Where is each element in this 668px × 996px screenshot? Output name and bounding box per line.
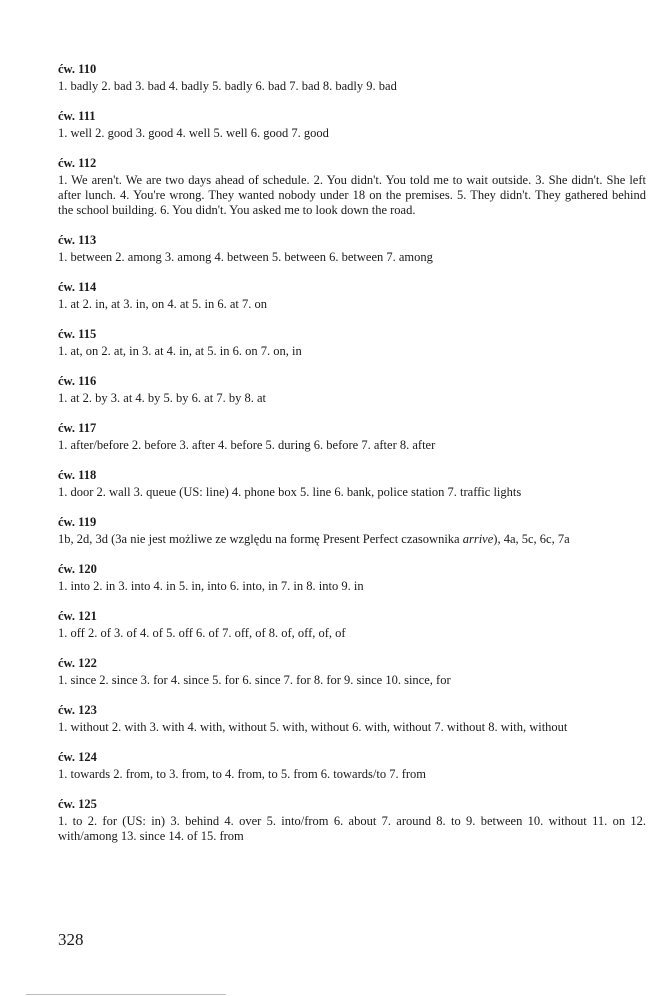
exercise-answers: 1. off 2. of 3. of 4. of 5. off 6. of 7. off, of 8. of, off, of, of <box>58 626 346 640</box>
exercise-120 <box>58 562 646 594</box>
exercise-title: ćw. 114 <box>58 280 97 294</box>
exercise-111 <box>58 109 646 141</box>
answers-italic-word: arrive <box>462 532 494 546</box>
answer-key-page <box>58 62 646 844</box>
exercise-answers: 1. at, on 2. at, in 3. at 4. in, at 5. in 6. on 7. on, in <box>58 344 302 358</box>
answers-text-end: ), 4a, 5c, 6c, 7a <box>493 532 570 546</box>
exercise-title: ćw. 119 <box>58 515 97 529</box>
exercise-title: ćw. 118 <box>58 468 97 482</box>
exercise-title: ćw. 120 <box>58 562 97 576</box>
exercise-123 <box>58 703 646 735</box>
page-number: 328 <box>58 930 84 949</box>
exercise-title: ćw. 123 <box>58 703 97 717</box>
exercise-answers: 1. badly 2. bad 3. bad 4. badly 5. badly 6. bad 7. bad 8. badly 9. bad <box>58 79 397 93</box>
exercise-title: ćw. 124 <box>58 750 97 764</box>
exercise-title: ćw. 116 <box>58 374 97 388</box>
exercise-answers: 1. well 2. good 3. good 4. well 5. well 6. good 7. good <box>58 126 329 140</box>
exercise-answers: 1. We aren't. We are two days ahead of schedule. 2. You didn't. You told me to wait outside. 3. She didn't. She left after lunch. 4. You're wrong. They wanted nobody under 18 on the premises. 5. They didn't. They gathered behind the school building. 6. You didn't. You asked me to look down the road. <box>58 173 646 217</box>
exercise-title: ćw. 115 <box>58 327 97 341</box>
exercise-119 <box>58 515 646 547</box>
exercise-answers: 1. after/before 2. before 3. after 4. before 5. during 6. before 7. after 8. after <box>58 438 436 452</box>
exercise-answers: 1. to 2. for (US: in) 3. behind 4. over 5. into/from 6. about 7. around 8. to 9. between 10. without 11. on 12. with/among 13. since 14. of 15. from <box>58 814 646 843</box>
exercise-121 <box>58 609 646 641</box>
exercise-125 <box>58 797 646 844</box>
exercise-110 <box>58 62 646 94</box>
exercise-117 <box>58 421 646 453</box>
exercise-118 <box>58 468 646 500</box>
bottom-divider <box>26 994 226 995</box>
exercise-title: ćw. 113 <box>58 233 97 247</box>
exercise-answers: 1. towards 2. from, to 3. from, to 4. from, to 5. from 6. towards/to 7. from <box>58 767 427 781</box>
exercise-title: ćw. 110 <box>58 62 97 76</box>
exercise-122 <box>58 656 646 688</box>
exercise-114 <box>58 280 646 312</box>
exercise-answers <box>58 532 646 547</box>
exercise-answers: 1. without 2. with 3. with 4. with, without 5. with, without 6. with, without 7. without 8. with, without <box>58 720 568 734</box>
exercise-title: ćw. 117 <box>58 421 97 435</box>
exercise-title: ćw. 125 <box>58 797 97 811</box>
exercise-116 <box>58 374 646 406</box>
exercise-113 <box>58 233 646 265</box>
exercise-title: ćw. 121 <box>58 609 97 623</box>
exercise-124 <box>58 750 646 782</box>
exercise-answers: 1. at 2. by 3. at 4. by 5. by 6. at 7. by 8. at <box>58 391 266 405</box>
exercise-title: ćw. 112 <box>58 156 97 170</box>
exercise-answers: 1. door 2. wall 3. queue (US: line) 4. phone box 5. line 6. bank, police station 7. traffic lights <box>58 485 522 499</box>
exercise-112 <box>58 156 646 218</box>
exercise-answers: 1. into 2. in 3. into 4. in 5. in, into 6. into, in 7. in 8. into 9. in <box>58 579 364 593</box>
exercise-title: ćw. 111 <box>58 109 96 123</box>
exercise-answers: 1. at 2. in, at 3. in, on 4. at 5. in 6. at 7. on <box>58 297 268 311</box>
exercise-answers: 1. between 2. among 3. among 4. between 5. between 6. between 7. among <box>58 250 433 264</box>
exercise-115 <box>58 327 646 359</box>
exercise-title: ćw. 122 <box>58 656 97 670</box>
exercise-answers: 1. since 2. since 3. for 4. since 5. for 6. since 7. for 8. for 9. since 10. since, for <box>58 673 451 687</box>
answers-text-start: 1b, 2d, 3d (3a nie jest możliwe ze względu na formę Present Perfect czasownika <box>58 532 463 546</box>
